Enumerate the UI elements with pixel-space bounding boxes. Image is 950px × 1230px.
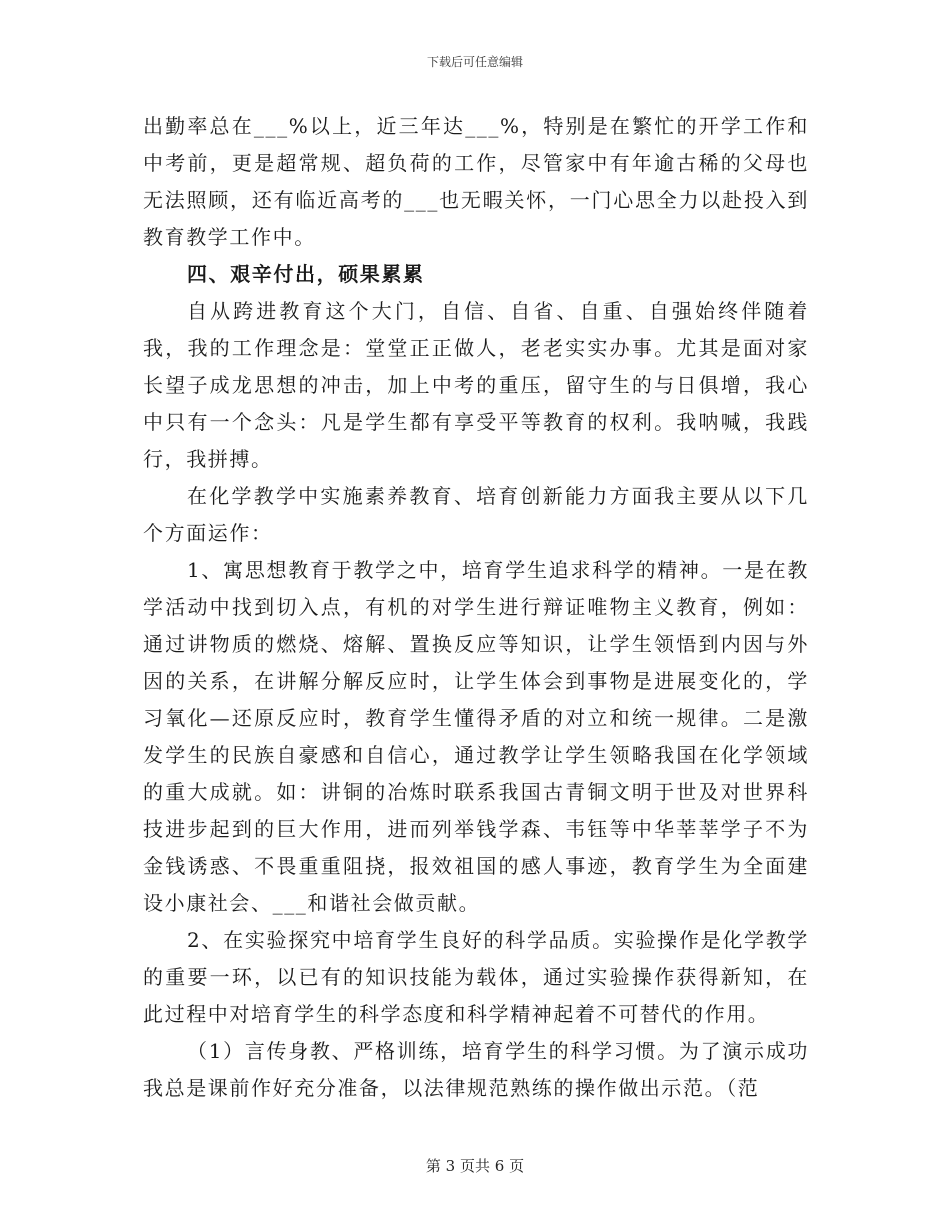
page-header: 下载后可任意编辑 — [426, 55, 523, 69]
page-footer: 第 3 页共 6 页 — [425, 1157, 525, 1175]
section-heading-4: 四、艰辛付出，硕果累累 — [187, 262, 425, 286]
paragraph-attendance: 出勤率总在___%以上，近三年达___%，特别是在繁忙的开学工作和中考前，更是超常规、超负荷的工作，尽管家中有年逾古稀的父母也无法照顾，还有临近高考的___也无暇关怀，一门心思全力以赴投入到教育教学工作中。 — [143, 114, 809, 249]
paragraph-point-1: 1、寓思想教育于教学之中，培育学生追求科学的精神。一是在教学活动中找到切入点，有机的对学生进行辩证唯物主义教育，例如：通过讲物质的燃烧、熔解、置换反应等知识，让学生领悟到内因与外因的关系，在讲解分解反应时，让学生体会到事物是进展变化的，学习氧化—还原反应时，教育学生懂得矛盾的对立和统一规律。二是激发学生的民族自豪感和自信心，通过教学让学生领略我国在化学领域的重大成就。如：讲铜的冶炼时联系我国古青铜文明于世及对世界科技进步起到的巨大作用，进而列举钱学森、韦钰等中华莘莘学子不为金钱诱惑、不畏重重阻挠，报效祖国的感人事迹，教育学生为全面建设小康社会、___和谐社会做贡献。 — [143, 558, 809, 915]
paragraph-point-2-1: （1）言传身教、严格训练，培育学生的科学习惯。为了演示成功我总是课前作好充分准备，以法律规范熟练的操作做出示范。（范 — [143, 1039, 809, 1100]
document-body — [143, 108, 809, 1107]
paragraph-work-philosophy: 自从跨进教育这个大门，自信、自省、自重、自强始终伴随着我，我的工作理念是：堂堂正正做人，老老实实办事。尤其是面对家长望子成龙思想的冲击，加上中考的重压，留守生的与日俱增，我心中只有一个念头：凡是学生都有享受平等教育的权利。我呐喊，我践行，我拼搏。 — [143, 299, 809, 471]
paragraph-chemistry-intro: 在化学教学中实施素养教育、培育创新能力方面我主要从以下几个方面运作： — [143, 484, 809, 545]
paragraph-point-2: 2、在实验探究中培育学生良好的科学品质。实验操作是化学教学的重要一环，以已有的知识技能为载体，通过实验操作获得新知，在此过程中对培育学生的科学态度和科学精神起着不可替代的作用。 — [143, 928, 809, 1026]
